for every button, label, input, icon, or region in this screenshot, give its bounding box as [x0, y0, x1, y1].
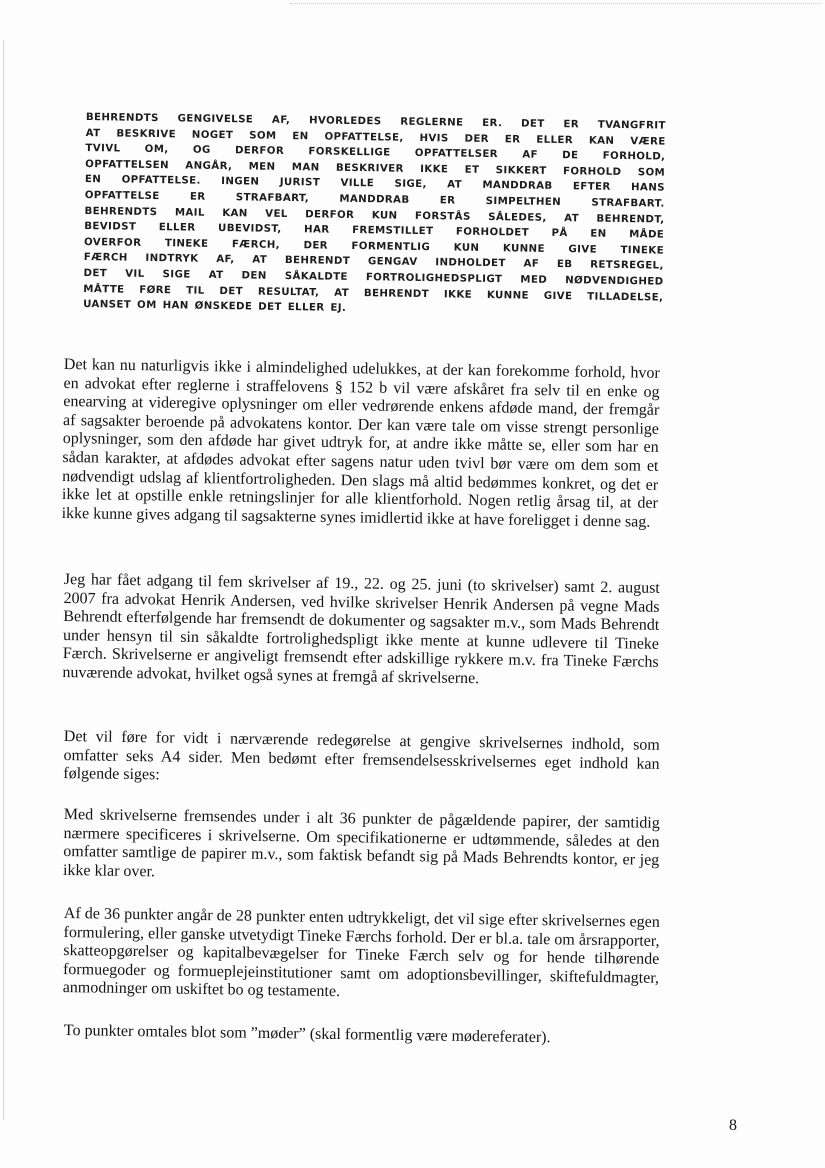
- scan-edge-left: [3, 40, 4, 1120]
- quote-line: BEVIDST ELLER UBEVIDST, HAR FREMSTILLET FORHOLDET PÅ EN MÅDE: [84, 221, 665, 241]
- quote-line: BEHRENDTS GENGIVELSE AF, HVORLEDES REGLERNE ER. DET ER TVANGFRIT: [85, 111, 666, 132]
- quote-line: UANSET OM HAN ØNSKEDE DET ELLER EJ.: [83, 299, 347, 315]
- quoted-caps-block: [83, 110, 666, 321]
- paragraph-block: [63, 728, 660, 793]
- scan-edge-top: [290, 3, 820, 4]
- page-number: 8: [729, 1117, 737, 1134]
- paragraph-block: [63, 806, 660, 889]
- quote-line: EN OPFATTELSE. INGEN JURIST VILLE SIGE, AT MANDDRAB EFTER HANS: [84, 174, 665, 194]
- paragraph: Det kan nu naturligvis ikke i almindelighed udelukkes, at der kan forekomme forhold, hvor en advokat efter reglerne i straffelovens § 152 b vil være afskåret fra selv til en enke og enearving at videregive oplysninger om eller vedrørende enkens afdøde mand, der fremgår af sagsakter beroende på advokatens kontor. Der kan være tale om visse strengt personlige oplysninger, som den afdøde har givet udtryk for, at andre ikke måtte se, eller som har en sådan karakter, at afdødes advokat efter sagens natur uden tvivl bør være om dem som et nødvendigt udslag af klientfortroligheden. Den slags må altid bedømmes konkret, og det er ikke let at opstille enkle retningslinjer for alle klientforhold. Nogen retlig årsag til, at der ikke kunne gives adgang til sagsakterne synes imidlertid ikke at have foreligget i denne sag.: [61, 356, 660, 531]
- paragraph-block: [62, 356, 660, 532]
- quote-line: TVIVL OM, OG DERFOR FORSKELLIGE OPFATTELSER AF DE FORHOLD,: [85, 143, 666, 163]
- paragraph: Det vil føre for vidt i nærværende redegørelse at gengive skrivelsernes indhold, som omfatter seks A4 sider. Men bedømt efter fremsendelsesskrivelsernes eget indhold kan følgende siges:: [63, 728, 660, 784]
- paragraph-block: [62, 571, 660, 691]
- paragraph: Af de 36 punkter angår de 28 punkter enten udtrykkeligt, det vil sige efter skrivelsernes egen formulering, eller ganske utvetydigt Tineke Færchs forhold. Der er bl.a. tale om årsrapporter, skatteopgørelser og kapitalbevægelser for Tineke Færch selv og for hende tilhørende formuegoder og formueplejeinstitutioner samt om adoptionsbevillinger, skiftefuldmagter, anmodninger om uskiftet bo og testamente.: [62, 905, 660, 1001]
- quote-line: MÅTTE FØRE TIL DET RESULTAT, AT BEHRENDT IKKE KUNNE GIVE TILLADELSE,: [83, 283, 664, 304]
- quote-line: OPFATTELSE ER STRAFBART, MANDDRAB ER SIMPELTHEN STRAFBART.: [84, 189, 665, 210]
- quote-line: FÆRCH INDTRYK AF, AT BEHRENDT GENGAV INDHOLDET AF EB RETSREGEL,: [83, 252, 664, 272]
- paragraph-block: [64, 1022, 660, 1049]
- paragraph: Jeg har fået adgang til fem skrivelser af 19., 22. og 25. juni (to skrivelser) samt 2. august 2007 fra advokat Henrik Andersen, ved hvilke skrivelser Henrik Andersen på vegne Mads Behrendt efterfølgende har fremsendt de dokumenter og sagsakter m.v., som Mads Behrendt under hensyn til sin såkaldte fortrolighedspligt ikke mente at kunne udlevere til Tineke Færch. Skrivelserne er angiveligt fremsendt efter adskillige rykkere m.v. fra Tineke Færchs nuværende advokat, hvilket også synes at fremgå af skrivelserne.: [62, 571, 660, 688]
- quote-line: AT BESKRIVE NOGET SOM EN OPFATTELSE, HVIS DER ER ELLER KAN VÆRE: [85, 127, 666, 148]
- quote-line: DET VIL SIGE AT DEN SÅKALDTE FORTROLIGHEDSPLIGT MED NØDVENDIGHED: [83, 267, 664, 288]
- quote-line: BEHRENDTS MAIL KAN VEL DERFOR KUN FORSTÅS SÅLEDES, AT BEHRENDT,: [84, 205, 665, 226]
- paragraph-block: [63, 905, 660, 1007]
- quote-line: OVERFOR TINEKE FÆRCH, DER FORMENTLIG KUN KUNNE GIVE TINEKE: [83, 236, 665, 257]
- paragraph: To punkter omtales blot som ”møder” (skal formentlig være mødereferater).: [63, 1022, 551, 1047]
- quote-line: OPFATTELSEN ANGÅR, MEN MAN BESKRIVER IKKE ET SIKKERT FORHOLD SOM: [85, 158, 666, 179]
- paragraph: Med skrivelserne fremsendes under i alt 36 punkter de pågældende papirer, der samtidig nærmere specificeres i skrivelserne. Om specifikationerne er udtømmende, således at den omfatter samtlige de papirer m.v., som faktisk befandt sig på Mads Behrendts kontor, er jeg ikke klar over.: [62, 806, 660, 881]
